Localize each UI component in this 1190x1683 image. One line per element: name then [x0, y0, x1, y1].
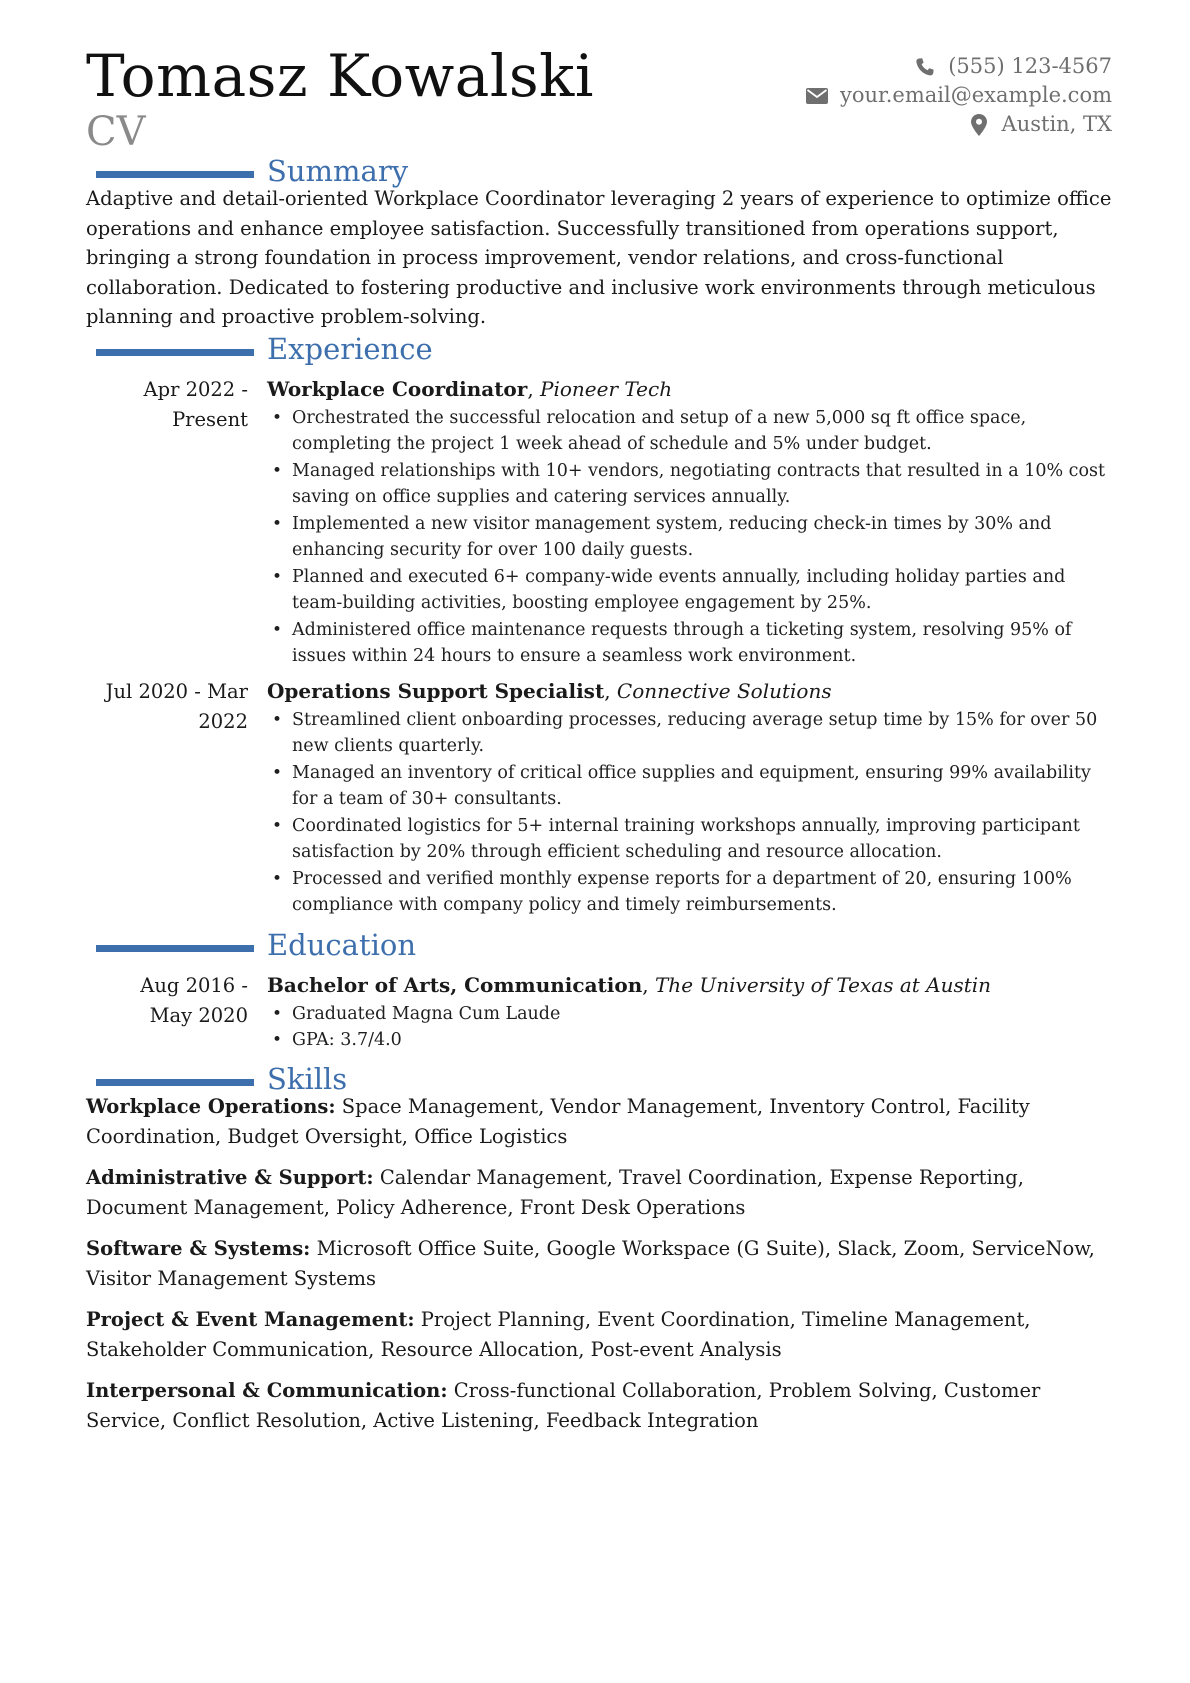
bullet-item: • GPA: 3.7/4.0	[267, 1027, 1119, 1054]
document-type-label: CV	[86, 109, 146, 155]
date-start: Apr 2022 -	[143, 378, 248, 401]
skill-row	[86, 1163, 1118, 1222]
company-name: Pioneer Tech	[540, 377, 673, 401]
date-start: Jul 2020 - Mar	[105, 680, 248, 703]
skill-items: Project Planning, Event Coordination, Timeline Management, Stakeholder Communication, Resource Allocation, Post-event Analysis	[86, 1308, 1031, 1361]
bullet-item: • Administered office maintenance requests through a ticketing system, resolving 95% of issues within 24 hours to ensure a seamless work environment.	[267, 617, 1119, 670]
entry-body	[267, 971, 1119, 1054]
degree-name: Bachelor of Arts, Communication	[267, 973, 643, 997]
skill-items: Calendar Management, Travel Coordination, Expense Reporting, Document Management, Policy Adherence, Front Desk Operations	[86, 1166, 1024, 1219]
contact-phone	[692, 52, 1112, 81]
skill-category: Administrative & Support:	[86, 1166, 374, 1189]
bullet-item: • Orchestrated the successful relocation and setup of a new 5,000 sq ft office space, completing the project 1 week ahead of schedule and 5% under budget.	[267, 405, 1119, 458]
bullet-list	[267, 1001, 1119, 1054]
skill-items: Cross-functional Collaboration, Problem Solving, Customer Service, Conflict Resolution, Active Listening, Feedback Integration	[86, 1379, 1041, 1432]
section-summary-heading	[96, 154, 1112, 188]
skill-row	[86, 1234, 1118, 1293]
bullet-item: • Planned and executed 6+ company-wide events annually, including holiday parties and team-building activities, boosting employee engagement by 25%.	[267, 564, 1119, 617]
section-title: Summary	[267, 154, 409, 188]
bullet-item: • Implemented a new visitor management system, reducing check-in times by 30% and enhancing security for over 100 daily guests.	[267, 511, 1119, 564]
date-end: Present	[172, 407, 248, 431]
map-pin-icon	[968, 114, 990, 136]
entry-date	[86, 677, 248, 736]
skill-category: Workplace Operations:	[86, 1095, 336, 1118]
phone-icon	[914, 56, 936, 78]
skill-items: Microsoft Office Suite, Google Workspace (G Suite), Slack, Zoom, ServiceNow, Visitor Management Systems	[86, 1237, 1095, 1290]
candidate-name: Tomasz Kowalski	[86, 42, 594, 110]
skill-row	[86, 1305, 1118, 1364]
section-rule	[96, 1079, 254, 1086]
envelope-icon	[806, 85, 828, 107]
bullet-item: • Processed and verified monthly expense reports for a department of 20, ensuring 100% compliance with company policy and timely reimbursements.	[267, 866, 1119, 919]
entry-date	[86, 971, 248, 1030]
section-title: Skills	[267, 1062, 348, 1096]
bullet-list	[267, 405, 1119, 670]
skill-category: Interpersonal & Communication:	[86, 1379, 448, 1402]
entry-body	[267, 677, 1119, 919]
contact-location	[692, 110, 1112, 139]
section-title: Experience	[267, 332, 433, 366]
skill-category: Software & Systems:	[86, 1237, 311, 1260]
section-rule	[96, 945, 254, 952]
bullet-item: • Coordinated logistics for 5+ internal training workshops annually, improving participant satisfaction by 20% through efficient scheduling and resource allocation.	[267, 813, 1119, 866]
email-text: your.email@example.com	[839, 83, 1112, 107]
contact-email	[692, 81, 1112, 110]
skill-row	[86, 1092, 1118, 1151]
bullet-list	[267, 707, 1119, 919]
contact-info	[692, 52, 1112, 139]
school-name: The University of Texas at Austin	[654, 973, 992, 997]
summary-paragraph: Adaptive and detail-oriented Workplace Coordinator leveraging 2 years of experience to optimize office operations and enhance employee satisfaction. Successfully transitioned from operations support, bringing a strong foundation in process improvement, vendor relations, and cross-functional collaboration. Dedicated to fostering productive and inclusive work environments through meticulous planning and proactive problem-solving.	[86, 187, 1112, 328]
company-name: Connective Solutions	[616, 679, 832, 703]
date-end: May 2020	[149, 1003, 248, 1027]
skill-category: Project & Event Management:	[86, 1308, 415, 1331]
section-experience-heading	[96, 332, 1112, 366]
phone-text: (555) 123-4567	[948, 54, 1112, 78]
entry-heading: Bachelor of Arts, Communication, The University of Texas at Austin	[267, 973, 992, 997]
section-title: Education	[267, 928, 417, 962]
entry-heading: Workplace Coordinator, Pioneer Tech	[267, 377, 673, 401]
bullet-item: • Managed relationships with 10+ vendors, negotiating contracts that resulted in a 10% cost saving on office supplies and catering services annually.	[267, 458, 1119, 511]
section-rule	[96, 349, 254, 356]
bullet-item: • Managed an inventory of critical office supplies and equipment, ensuring 99% availability for a team of 30+ consultants.	[267, 760, 1119, 813]
date-end: 2022	[198, 709, 248, 733]
section-rule	[96, 171, 254, 178]
entry-body	[267, 375, 1119, 670]
section-education-heading	[96, 928, 1112, 962]
location-text: Austin, TX	[1001, 112, 1112, 136]
skills-list	[86, 1092, 1118, 1447]
job-title: Workplace Coordinator	[267, 377, 528, 401]
bullet-item: • Graduated Magna Cum Laude	[267, 1001, 1119, 1028]
entry-heading: Operations Support Specialist, Connective Solutions	[267, 679, 832, 703]
skill-row	[86, 1376, 1118, 1435]
entry-date	[86, 375, 248, 434]
section-skills-heading	[96, 1062, 1112, 1096]
bullet-item: • Streamlined client onboarding processes, reducing average setup time by 15% for over 50 new clients quarterly.	[267, 707, 1119, 760]
job-title: Operations Support Specialist	[267, 679, 605, 703]
skill-items: Space Management, Vendor Management, Inventory Control, Facility Coordination, Budget Oversight, Office Logistics	[86, 1095, 1030, 1148]
date-start: Aug 2016 -	[140, 974, 248, 997]
